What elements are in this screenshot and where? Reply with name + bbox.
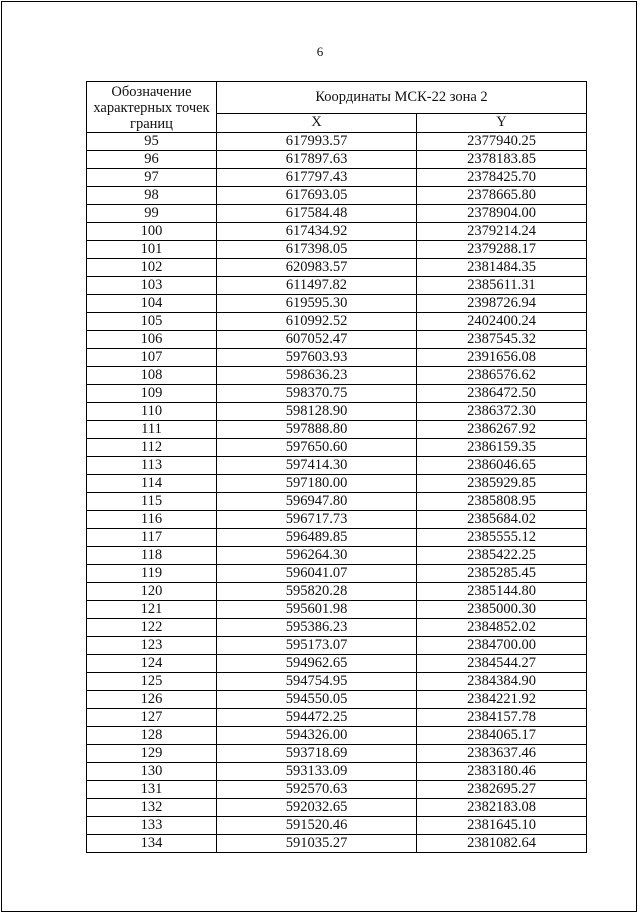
point-cell: 116 xyxy=(87,511,217,529)
table-row xyxy=(87,691,587,709)
x-cell: 597650.60 xyxy=(217,439,417,457)
table-row xyxy=(87,133,587,151)
x-cell: 607052.47 xyxy=(217,331,417,349)
table-row xyxy=(87,457,587,475)
y-cell: 2391656.08 xyxy=(417,349,587,367)
y-cell: 2378183.85 xyxy=(417,151,587,169)
y-cell: 2384700.00 xyxy=(417,637,587,655)
x-cell: 593133.09 xyxy=(217,763,417,781)
x-cell: 610992.52 xyxy=(217,313,417,331)
table-row xyxy=(87,223,587,241)
y-cell: 2385144.80 xyxy=(417,583,587,601)
point-cell: 125 xyxy=(87,673,217,691)
table-row xyxy=(87,709,587,727)
x-cell: 594550.05 xyxy=(217,691,417,709)
point-cell: 128 xyxy=(87,727,217,745)
table-row xyxy=(87,385,587,403)
point-cell: 101 xyxy=(87,241,217,259)
table-row xyxy=(87,493,587,511)
x-cell: 595820.28 xyxy=(217,583,417,601)
x-cell: 596489.85 xyxy=(217,529,417,547)
x-cell: 591520.46 xyxy=(217,817,417,835)
x-cell: 617993.57 xyxy=(217,133,417,151)
y-cell: 2378904.00 xyxy=(417,205,587,223)
table-row xyxy=(87,655,587,673)
x-cell: 592570.63 xyxy=(217,781,417,799)
table-row xyxy=(87,349,587,367)
x-cell: 594326.00 xyxy=(217,727,417,745)
y-cell: 2381484.35 xyxy=(417,259,587,277)
point-cell: 133 xyxy=(87,817,217,835)
header-x: X xyxy=(217,113,417,132)
table-row xyxy=(87,367,587,385)
table-row xyxy=(87,781,587,799)
y-cell: 2386472.50 xyxy=(417,385,587,403)
y-cell: 2384852.02 xyxy=(417,619,587,637)
y-cell: 2381082.64 xyxy=(417,835,587,853)
point-cell: 130 xyxy=(87,763,217,781)
x-cell: 596041.07 xyxy=(217,565,417,583)
y-cell: 2386372.30 xyxy=(417,403,587,421)
y-cell: 2384221.92 xyxy=(417,691,587,709)
point-cell: 124 xyxy=(87,655,217,673)
y-cell: 2385929.85 xyxy=(417,475,587,493)
table-row xyxy=(87,601,587,619)
table-row xyxy=(87,619,587,637)
table-row xyxy=(87,151,587,169)
y-cell: 2387545.32 xyxy=(417,331,587,349)
y-cell: 2386046.65 xyxy=(417,457,587,475)
x-cell: 597888.80 xyxy=(217,421,417,439)
x-cell: 596264.30 xyxy=(217,547,417,565)
table-body xyxy=(87,133,587,853)
table-row xyxy=(87,547,587,565)
table-row xyxy=(87,565,587,583)
x-cell: 595173.07 xyxy=(217,637,417,655)
table-row xyxy=(87,529,587,547)
table-row xyxy=(87,187,587,205)
x-cell: 619595.30 xyxy=(217,295,417,313)
point-cell: 120 xyxy=(87,583,217,601)
point-cell: 113 xyxy=(87,457,217,475)
y-cell: 2378665.80 xyxy=(417,187,587,205)
point-cell: 95 xyxy=(87,133,217,151)
y-cell: 2385422.25 xyxy=(417,547,587,565)
y-cell: 2381645.10 xyxy=(417,817,587,835)
y-cell: 2382183.08 xyxy=(417,799,587,817)
point-cell: 126 xyxy=(87,691,217,709)
page-number: 6 xyxy=(316,44,324,59)
point-cell: 111 xyxy=(87,421,217,439)
table-row xyxy=(87,421,587,439)
table-row xyxy=(87,403,587,421)
x-cell: 594754.95 xyxy=(217,673,417,691)
point-cell: 123 xyxy=(87,637,217,655)
x-cell: 593718.69 xyxy=(217,745,417,763)
y-cell: 2385555.12 xyxy=(417,529,587,547)
y-cell: 2402400.24 xyxy=(417,313,587,331)
y-cell: 2384384.90 xyxy=(417,673,587,691)
point-cell: 117 xyxy=(87,529,217,547)
table-row xyxy=(87,673,587,691)
table-row xyxy=(87,835,587,853)
point-cell: 134 xyxy=(87,835,217,853)
x-cell: 594962.65 xyxy=(217,655,417,673)
point-cell: 118 xyxy=(87,547,217,565)
y-cell: 2383637.46 xyxy=(417,745,587,763)
x-cell: 598370.75 xyxy=(217,385,417,403)
x-cell: 597603.93 xyxy=(217,349,417,367)
table-row xyxy=(87,727,587,745)
x-cell: 597414.30 xyxy=(217,457,417,475)
header-point-designation: Обозначение характерных точек границ xyxy=(87,82,217,133)
point-cell: 129 xyxy=(87,745,217,763)
y-cell: 2384065.17 xyxy=(417,727,587,745)
y-cell: 2384157.78 xyxy=(417,709,587,727)
table-row xyxy=(87,259,587,277)
point-cell: 105 xyxy=(87,313,217,331)
table-row xyxy=(87,205,587,223)
point-cell: 102 xyxy=(87,259,217,277)
y-cell: 2385684.02 xyxy=(417,511,587,529)
header-coordinates: Координаты МСК-22 зона 2 xyxy=(217,82,587,114)
x-cell: 596947.80 xyxy=(217,493,417,511)
x-cell: 595386.23 xyxy=(217,619,417,637)
x-cell: 617897.63 xyxy=(217,151,417,169)
point-cell: 114 xyxy=(87,475,217,493)
x-cell: 592032.65 xyxy=(217,799,417,817)
y-cell: 2385285.45 xyxy=(417,565,587,583)
point-cell: 132 xyxy=(87,799,217,817)
point-cell: 121 xyxy=(87,601,217,619)
table-row xyxy=(87,169,587,187)
x-cell: 598128.90 xyxy=(217,403,417,421)
table-row xyxy=(87,763,587,781)
point-cell: 98 xyxy=(87,187,217,205)
point-cell: 112 xyxy=(87,439,217,457)
point-cell: 103 xyxy=(87,277,217,295)
y-cell: 2398726.94 xyxy=(417,295,587,313)
y-cell: 2384544.27 xyxy=(417,655,587,673)
x-cell: 617434.92 xyxy=(217,223,417,241)
table-row xyxy=(87,295,587,313)
y-cell: 2386267.92 xyxy=(417,421,587,439)
y-cell: 2377940.25 xyxy=(417,133,587,151)
point-cell: 107 xyxy=(87,349,217,367)
header-y: Y xyxy=(417,113,587,132)
point-cell: 97 xyxy=(87,169,217,187)
table-row xyxy=(87,637,587,655)
table-row xyxy=(87,331,587,349)
y-cell: 2382695.27 xyxy=(417,781,587,799)
table-row xyxy=(87,475,587,493)
point-cell: 122 xyxy=(87,619,217,637)
x-cell: 598636.23 xyxy=(217,367,417,385)
x-cell: 595601.98 xyxy=(217,601,417,619)
point-cell: 127 xyxy=(87,709,217,727)
table-row xyxy=(87,241,587,259)
x-cell: 611497.82 xyxy=(217,277,417,295)
point-cell: 108 xyxy=(87,367,217,385)
y-cell: 2385000.30 xyxy=(417,601,587,619)
point-cell: 96 xyxy=(87,151,217,169)
point-cell: 119 xyxy=(87,565,217,583)
point-cell: 115 xyxy=(87,493,217,511)
table-row xyxy=(87,817,587,835)
y-cell: 2383180.46 xyxy=(417,763,587,781)
x-cell: 597180.00 xyxy=(217,475,417,493)
table-row xyxy=(87,439,587,457)
point-cell: 106 xyxy=(87,331,217,349)
point-cell: 104 xyxy=(87,295,217,313)
x-cell: 617797.43 xyxy=(217,169,417,187)
point-cell: 131 xyxy=(87,781,217,799)
point-cell: 99 xyxy=(87,205,217,223)
coordinates-table xyxy=(86,81,587,853)
table-row xyxy=(87,313,587,331)
y-cell: 2386159.35 xyxy=(417,439,587,457)
y-cell: 2386576.62 xyxy=(417,367,587,385)
point-cell: 109 xyxy=(87,385,217,403)
x-cell: 617398.05 xyxy=(217,241,417,259)
x-cell: 596717.73 xyxy=(217,511,417,529)
table-row xyxy=(87,799,587,817)
x-cell: 591035.27 xyxy=(217,835,417,853)
x-cell: 620983.57 xyxy=(217,259,417,277)
table-row xyxy=(87,511,587,529)
y-cell: 2378425.70 xyxy=(417,169,587,187)
table-row xyxy=(87,745,587,763)
point-cell: 100 xyxy=(87,223,217,241)
x-cell: 617584.48 xyxy=(217,205,417,223)
y-cell: 2379288.17 xyxy=(417,241,587,259)
y-cell: 2385808.95 xyxy=(417,493,587,511)
point-cell: 110 xyxy=(87,403,217,421)
table-row xyxy=(87,583,587,601)
y-cell: 2379214.24 xyxy=(417,223,587,241)
x-cell: 594472.25 xyxy=(217,709,417,727)
table-row xyxy=(87,277,587,295)
x-cell: 617693.05 xyxy=(217,187,417,205)
y-cell: 2385611.31 xyxy=(417,277,587,295)
